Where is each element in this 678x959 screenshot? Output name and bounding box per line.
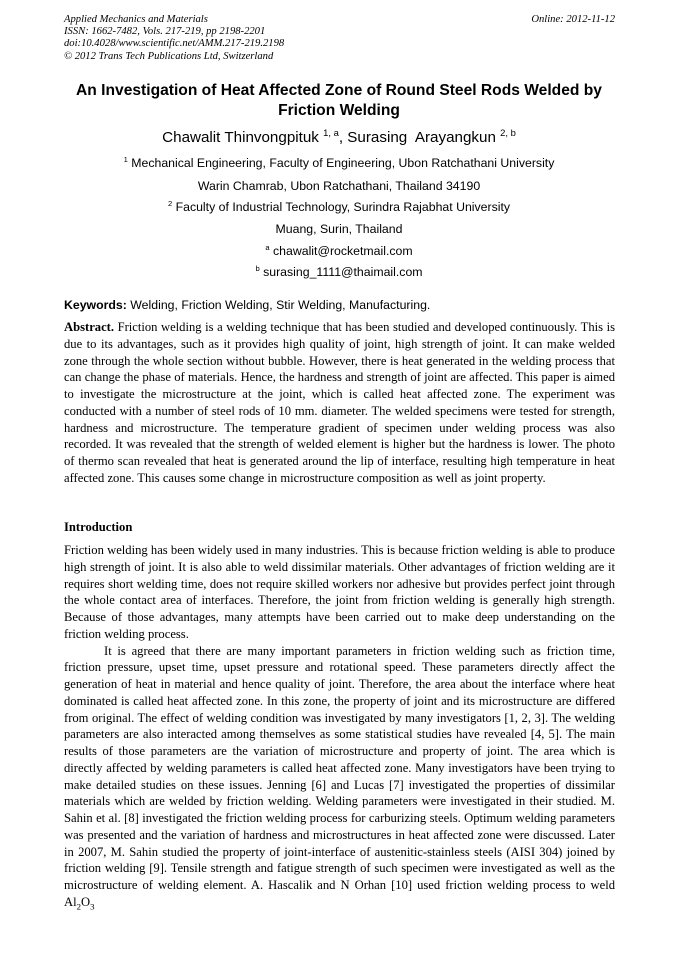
author-2-affiliation-mark: 2, b	[500, 126, 516, 138]
affiliation-2-line-1	[0, 199, 678, 215]
author-separator: ,	[338, 129, 348, 146]
keywords-label: Keywords:	[64, 298, 127, 312]
email-b	[0, 264, 678, 280]
author-1-affiliation-mark: 1, a	[323, 126, 339, 138]
formula-subscript-2: 2	[76, 901, 81, 912]
affiliation-2-line-2: Muang, Surin, Thailand	[275, 222, 403, 236]
journal-name: Applied Mechanics and Materials	[64, 14, 208, 25]
abstract	[64, 319, 615, 487]
keywords-text: Welding, Friction Welding, Stir Welding, Manufacturing.	[126, 298, 431, 312]
affiliation-1-line-2: Warin Chamrab, Ubon Ratchathani, Thailand 34190	[197, 179, 481, 193]
keywords	[64, 297, 615, 313]
journal-header	[64, 14, 615, 63]
issn-line: ISSN: 1662-7482, Vols. 217-219, pp 2198-2201	[64, 26, 266, 38]
introduction-paragraph-2-text: It is agreed that there are many important parameters in friction welding such as friction time, friction pressure, upset time, upset pressure and rotational speed. These parameters directly affect the generation of heat in material and hence quality of joint. Therefore, the area about the interface where heat dominated is called heat affected zone. In this zone, the property of joint and its microstructure are differed from original. The effect of welding condition was investigated by many investigators [1, 2, 3]. The welding parameters are also interacted among themselves as some statistical studies have revealed [4, 5]. The main results of those parameters are the variation of microstructure and property of joint. The area which is directly affected by welding parameters is called heat affected zone. Many investigators have been trying to make detailed studies on these issues. Jenning [6] and Lucas [7] investigated the properties of dissimilar materials which are welded by friction welding. Welding parameters were investigated in their studied. M. Sahin et al. [8] investigated the friction welding process for carburizing steels. Optimum welding parameters was presented and the variation of hardness and microstructures in heat affected zone were discussed. Later in 2007, M. Sahin studied the property of joint-interface of austenitic-stainless steels (AISI 304) joined by friction welding [9]. Tensile strength and fatigue strength of such specimen were investigated as well as the microstructure of welding element. A. Hascalik and N Orhan [10] used friction welding process to weld Al	[64, 643, 615, 909]
introduction-body	[64, 542, 615, 911]
email-b-address: surasing_1111@thaimail.com	[263, 265, 423, 279]
author-1: Chawalit Thinvongpituk	[162, 129, 319, 146]
affiliation-2-text: Faculty of Industrial Technology, Surindra Rajabhat University	[175, 200, 511, 214]
author-2: Surasing Arayangkun	[347, 129, 496, 146]
doi-line: doi:10.4028/www.scientific.net/AMM.217-219.2198	[64, 38, 285, 50]
introduction-paragraph-1: Friction welding has been widely used in many industries. This is because friction welding is able to produce high strength of joint. It is also able to weld dissimilar materials. Other advantages of friction welding are it requires short welding time, does not require skilled workers nor adhesive but provides perfect joint through the whole contact area of interfaces. Therefore, the joint from friction welding is generally high strength. Because of those advantages, many attempts have been carried out to make deep understanding on the friction welding process.	[64, 543, 615, 641]
email-b-mark: b	[255, 263, 260, 273]
author-list	[0, 128, 678, 148]
abstract-text: Friction welding is a welding technique that has been studied and developed continuously. This is due to its advantages, such as it provides high quality of joint, high strength of joint. It can make welded zone through the whole section without bubble. However, there is heat generated in the welding process that can change the phase of materials. Hence, the hardness and strength of joint are affected. This paper is aimed to investigate the microstructure at the joint, which is called heat affected zone. The experiment was conducted with a number of steel rods of 10 mm. diameter. The welded specimens were tested for strength, hardness and microstructure. The temperature gradient of specimen under welding process was also recorded. It was revealed that the strength of welded element is higher but the hardness is lower. The photo of thermo scan revealed that heat is generated around the lip of interface, resulting high temperature in heat affected zone. This causes some change in microstructure composition as well as joint property.	[64, 320, 615, 485]
online-date: Online: 2012-11-12	[531, 14, 615, 25]
title-line-1: An Investigation of Heat Affected Zone of Round Steel Rods Welded by	[76, 82, 602, 99]
introduction-paragraph-2	[64, 643, 615, 911]
affiliation-1-line-1	[0, 155, 678, 171]
formula-subscript-3: 3	[90, 901, 95, 912]
introduction-heading: Introduction	[64, 520, 133, 534]
affiliation-2-mark: 2	[167, 198, 173, 208]
email-a	[0, 243, 678, 259]
email-a-mark: a	[265, 242, 270, 252]
email-a-address: chawalit@rocketmail.com	[273, 244, 413, 258]
affiliation-1-mark: 1	[123, 154, 128, 164]
abstract-label: Abstract.	[64, 320, 115, 334]
paper-title	[40, 81, 638, 121]
formula-oxygen: O	[81, 894, 91, 909]
title-line-2: Friction Welding	[278, 102, 400, 119]
affiliation-1-text: Mechanical Engineering, Faculty of Engineering, Ubon Ratchathani University	[131, 156, 555, 170]
copyright-line: © 2012 Trans Tech Publications Ltd, Switzerland	[64, 50, 274, 62]
